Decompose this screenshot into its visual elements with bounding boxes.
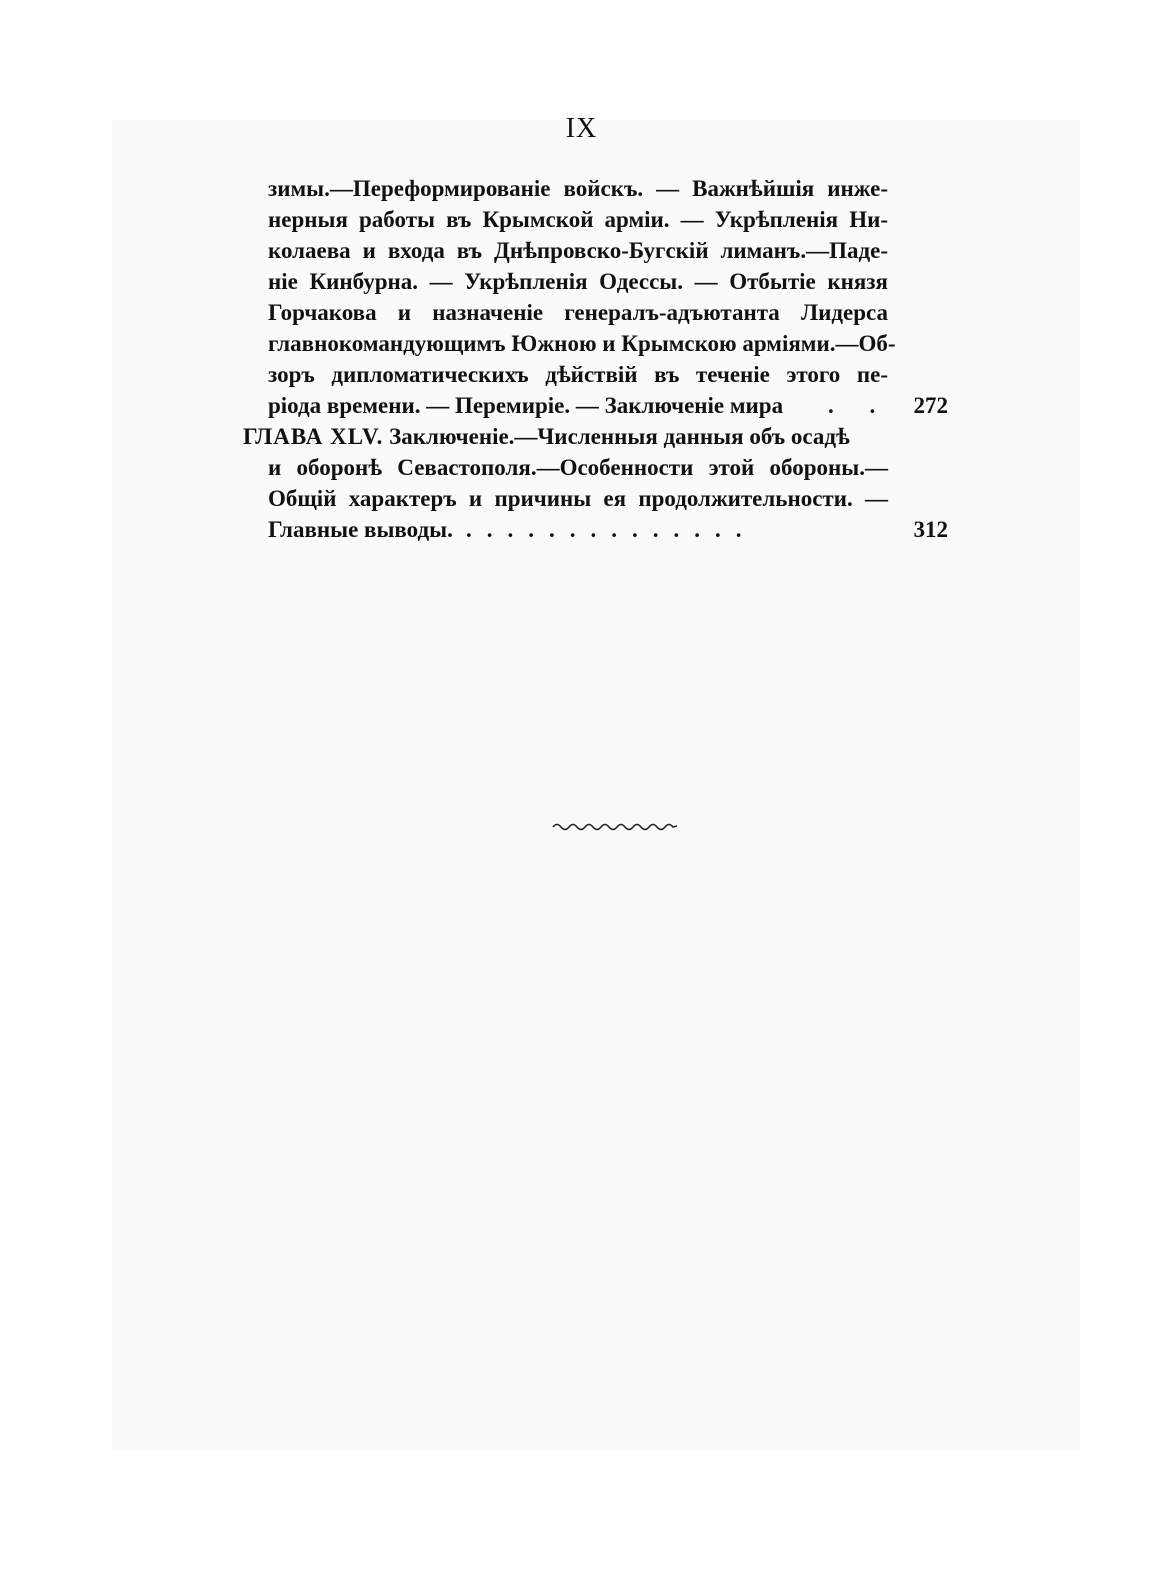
toc-entry-2-page-ref: 312 bbox=[913, 517, 948, 542]
toc-entry-1-line-8: ріода времени. — Перемиріе. — Заключеніе мира bbox=[268, 393, 784, 418]
toc-entry-2-line-3: Общій характеръ и причины ея продолжительности. — bbox=[268, 486, 888, 511]
toc-entry-1-line-6: главнокомандующимъ Южною и Крымскою арміями.—Об- bbox=[268, 331, 896, 356]
wavy-rule-ornament-icon bbox=[551, 816, 679, 836]
toc-entry-2-line-4: Главные выводы. bbox=[268, 517, 453, 542]
toc-entry-1-line-3: колаева и входа въ Днѣпровско-Бугскій лиманъ.—Паде- bbox=[268, 238, 888, 263]
toc-entry-1-page-ref: 272 bbox=[913, 393, 948, 418]
toc-entry-1-line-4: ніе Кинбурна. — Укрѣпленія Одессы. — Отбытіе князя bbox=[268, 269, 888, 294]
toc-entry-1-leaders: . . bbox=[828, 393, 891, 418]
toc-entry-2-leaders: .............. bbox=[466, 517, 757, 542]
toc-entry-2-title: Заключеніе.—Численныя данныя объ осадѣ bbox=[389, 424, 850, 449]
toc-entry-1-line-7: зоръ дипломатическихъ дѣйствій въ теченіе этого пе- bbox=[268, 362, 888, 387]
toc-entry-1-line-1: зимы.—Переформированіе войскъ. — Важнѣйшія инже- bbox=[268, 176, 888, 201]
chapter-label: ГЛАВА XLV. bbox=[243, 424, 384, 449]
toc-entry-1-line-2: нерныя работы въ Крымской арміи. — Укрѣпленія Ни- bbox=[268, 207, 888, 232]
toc-entry-2-line-1 bbox=[243, 422, 888, 452]
toc-entry-1-line-5: Горчакова и назначеніе генералъ-адъютанта Лидерса bbox=[268, 300, 888, 325]
page-number: IX bbox=[565, 113, 598, 144]
toc-entry-2-line-2: и оборонѣ Севастополя.—Особенности этой обороны.— bbox=[268, 455, 888, 480]
